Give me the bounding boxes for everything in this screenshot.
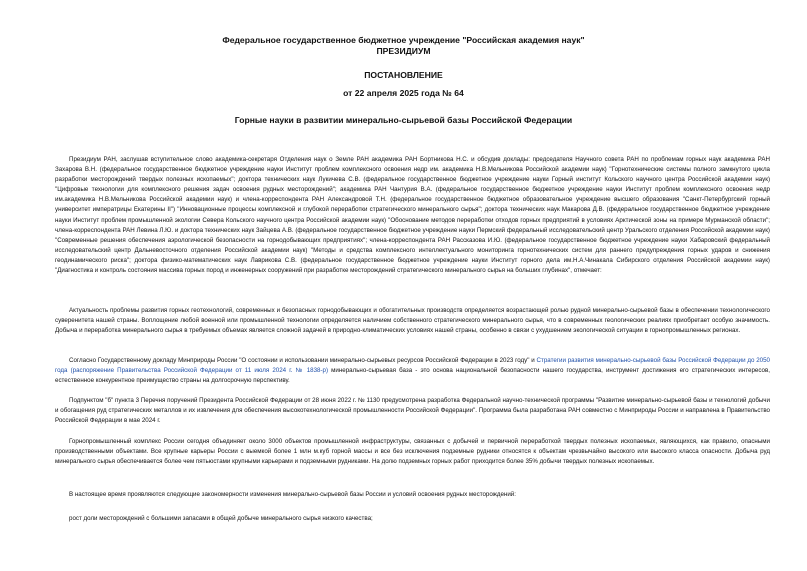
paragraph-mining-complex: Горнопромышленный комплекс России сегодня объединяет около 3000 объектов промышленной инфраструктуры, связанных с добычей и первичной переработкой твердых полезных ископаемых, являющихся, как правило, опасными производственными объектами. Все крупные карьеры России с выемкой более 1 млн м.куб горной массы и все без исключения подземные рудники относятся к объектам чрезвычайно высокого или высокого класса опасности. Добыча руд минерального сырья обеспечивается более чем пятьюстами крупными карьерами и подземными рудниками. На долю подземных горных работ приходится более 35% добычи твердых полезных ископаемых. [55,438,770,466]
paragraph-program: Подпунктом "б" пункта 3 Перечня поручений Президента Российской Федерации от 28 июня 2022 г. № 1130 предусмотрена разработка Федеральной научно-технической программы "Развитие минерально-сырьевой базы и технологий добычи и обогащения руд стратегических металлов и их извлечения для обеспечения высокотехнологической промышленности Российской Федерации". Программа была разработана РАН совместно с Минприроды России и направлена в Правительство Российской Федерации в мае 2024 г. [55,397,770,425]
institution-heading: Федеральное государственное бюджетное учреждение "Российская академия наук" [222,35,585,45]
document-type: ПОСТАНОВЛЕНИЕ [364,70,443,80]
document-date-number: от 22 апреля 2025 года № 64 [343,88,464,98]
paragraph-strategy-text-start: Согласно Государственному докладу Минприроды России "О состоянии и использовании минерально-сырьевых ресурсов Российской Федерации в 2023 году" и [69,357,537,364]
list-item-trend: рост доли месторождений с большими запасами в общей добыче минерального сырья низкого качества; [69,515,373,522]
paragraph-relevance: Актуальность проблемы развития горных геотехнологий, современных и безопасных горнодобывающих и обогатительных производств определяется возрастающей ролью рудной минерально-сырьевой базы в обеспечении технологического суверенитета нашей страны. Воплощение любой военной или промышленной технологии определяется наличием собственного стратегического минерального сырья, что в современных геологических реалиях приобретает особую значимость. Добыча и переработка минерального сырья в требуемых объемах является сложной задачей в природно-климатических условиях нашей страны, особенно в связи с ухудшением экологической ситуации в горнопромышленных регионах. [55,307,770,335]
strategy-link[interactable]: Стратегии развития минерально-сырьевой базы Российской Федерации до 2050 года (распоряжение Правительства Российской Федерации от 11 июля 2024 г. № 1838-р) [55,357,770,375]
presidium-heading: ПРЕЗИДИУМ [376,46,431,56]
document-title: Горные науки в развитии минерально-сырьевой базы Российской Федерации [234,115,573,125]
paragraph-preamble: Президиум РАН, заслушав вступительное слово академика-секретаря Отделения наук о Земле РАН академика РАН Бортникова Н.С. и обсудив доклады: председателя Научного совета РАН по проблемам горных наук академика РАН Захарова В.Н. (федеральное государственное бюджетное учреждение науки Институт проблем комплексного освоения недр им. академика Н.В.Мельникова Российской академии наук) "Горнотехнические системы полного замкнутого цикла разработки месторождений твердых полезных ископаемых"; доктора технических наук Лукичева С.В. (федеральное государственное бюджетное учреждение науки Горный институт Кольского научного центра Российской академии наук) "Цифровые технологии для комплексного решения задач освоения рудных месторождений"; академика РАН Чантурия В.А. (федеральное государственное бюджетное учреждение науки Институт проблем комплексного освоения недр им.академика Н.В.Мельникова Российской академии наук) и члена-корреспондента РАН Александровой Т.Н. (федеральное государственное бюджетное образовательное учреждение высшего образования "Санкт-Петербургский горный университет императрицы Екатерины II") "Инновационные процессы комплексной и глубокой переработки стратегического минерального сырья"; доктора технических наук Макарова Д.В. (федеральное государственное бюджетное учреждение науки Институт проблем промышленной экологии Севера Кольского научного центра Российской академии наук) "Обоснование методов переработки отходов горных предприятий в условиях Арктической зоны на примере Мурманской области"; члена-корреспондента РАН Левина Л.Ю. и доктора технических наук Зайцева А.В. (федеральное государственное бюджетное учреждение науки Пермский федеральный исследовательский центр Уральского отделения Российской академии наук) "Современные решения обеспечения аэрологической безопасности на горнодобывающих предприятиях"; члена-корреспондента РАН Рассказова И.Ю. (федеральное государственное бюджетное учреждение науки Хабаровский федеральный исследовательский центр Дальневосточного отделения Российской академии наук) "Методы и средства комплексного интеллектуального мониторинга горнотехнических систем для раннего предупреждения горных ударов и снижения геодинамического риска"; доктора физико-математических наук Лаврикова С.В. (федеральное государственное бюджетное учреждение науки Институт горного дела им.Н.А.Чинакала Сибирского отделения Российской академии наук) "Диагностика и контроль состояния массива горных пород и инженерных сооружений при разработке месторождений стратегического минерального сырья на больших глубинах", отмечает: [55,156,770,275]
paragraph-strategy-text-end: минерально-сырьевая база - это основа национальной безопасности нашего государства, инструмент достижения его стратегических интересов, естественное конкурентное преимущество страны на долгосрочную перспективу. [55,367,770,385]
paragraph-strategy [55,356,770,386]
paragraph-trends-intro: В настоящее время проявляются следующие закономерности изменения минерально-сырьевой базы России и условий освоения рудных месторождений: [69,491,516,498]
